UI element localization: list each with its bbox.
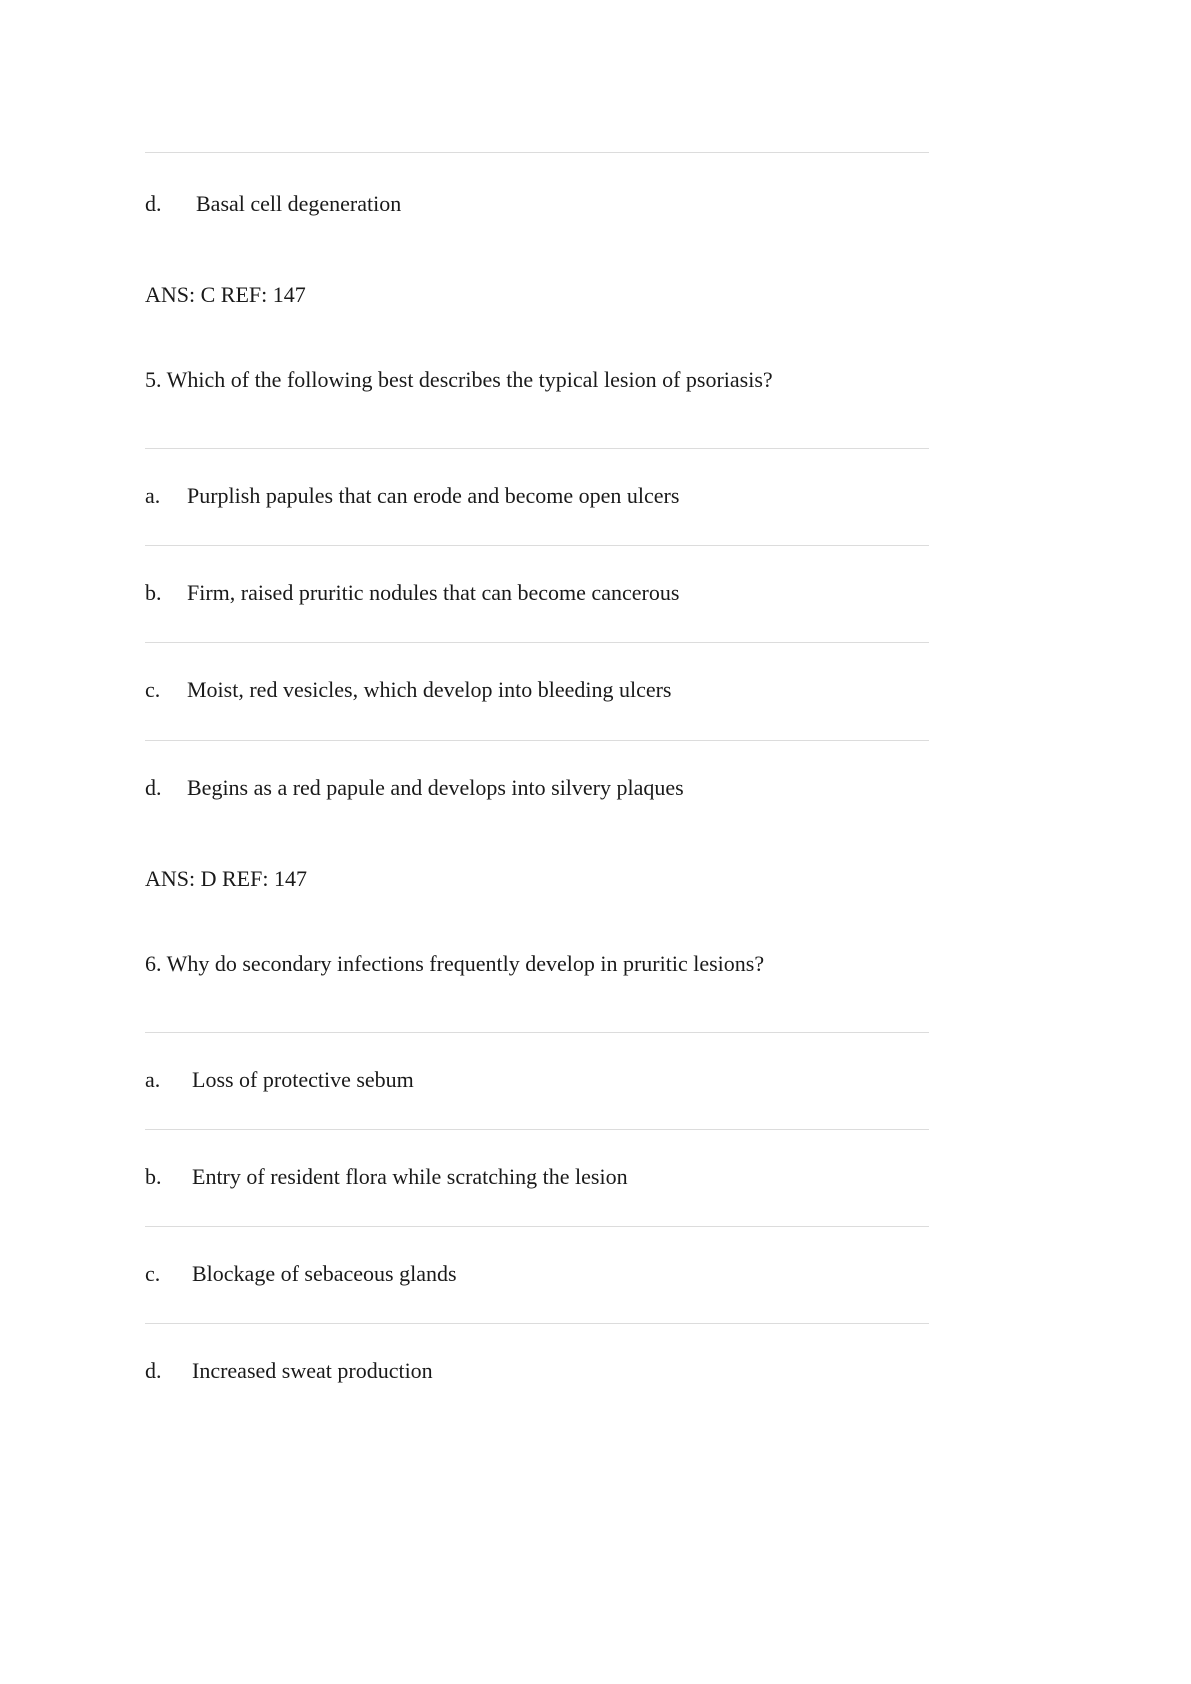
question-text: 5. Which of the following best describes the typical lesion of psoriasis? [145,367,773,392]
option-d [145,191,401,217]
option-b [145,580,679,606]
option-letter: b. [145,580,162,605]
option-text: Purplish papules that can erode and become open ulcers [187,483,680,508]
answer-key: ANS: C REF: 147 [145,282,306,307]
option-letter: b. [145,1164,162,1189]
option-letter: d. [145,775,162,800]
option-letter: c. [145,1261,161,1286]
divider [145,152,929,153]
option-text: Moist, red vesicles, which develop into bleeding ulcers [187,677,672,702]
option-a [145,483,679,509]
divider [145,740,929,741]
option-d [145,1358,433,1384]
answer-key: ANS: D REF: 147 [145,866,307,891]
option-text: Firm, raised pruritic nodules that can become cancerous [187,580,680,605]
divider [145,448,929,449]
option-letter: a. [145,1067,161,1092]
option-b [145,1164,628,1190]
option-letter: d. [145,191,162,216]
option-text: Basal cell degeneration [196,191,402,216]
question-text: 6. Why do secondary infections frequently develop in pruritic lesions? [145,951,765,976]
divider [145,1226,929,1227]
option-text: Loss of protective sebum [192,1067,414,1092]
option-a [145,1067,414,1093]
option-d [145,775,684,801]
option-c [145,1261,457,1287]
option-text: Increased sweat production [192,1358,433,1383]
divider [145,1129,929,1130]
option-letter: d. [145,1358,162,1383]
option-text: Entry of resident flora while scratching the lesion [192,1164,628,1189]
option-text: Begins as a red papule and develops into silvery plaques [187,775,684,800]
divider [145,642,929,643]
divider [145,1032,929,1033]
option-letter: c. [145,677,161,702]
option-text: Blockage of sebaceous glands [192,1261,457,1286]
divider [145,1323,929,1324]
option-c [145,677,672,703]
divider [145,545,929,546]
option-letter: a. [145,483,161,508]
